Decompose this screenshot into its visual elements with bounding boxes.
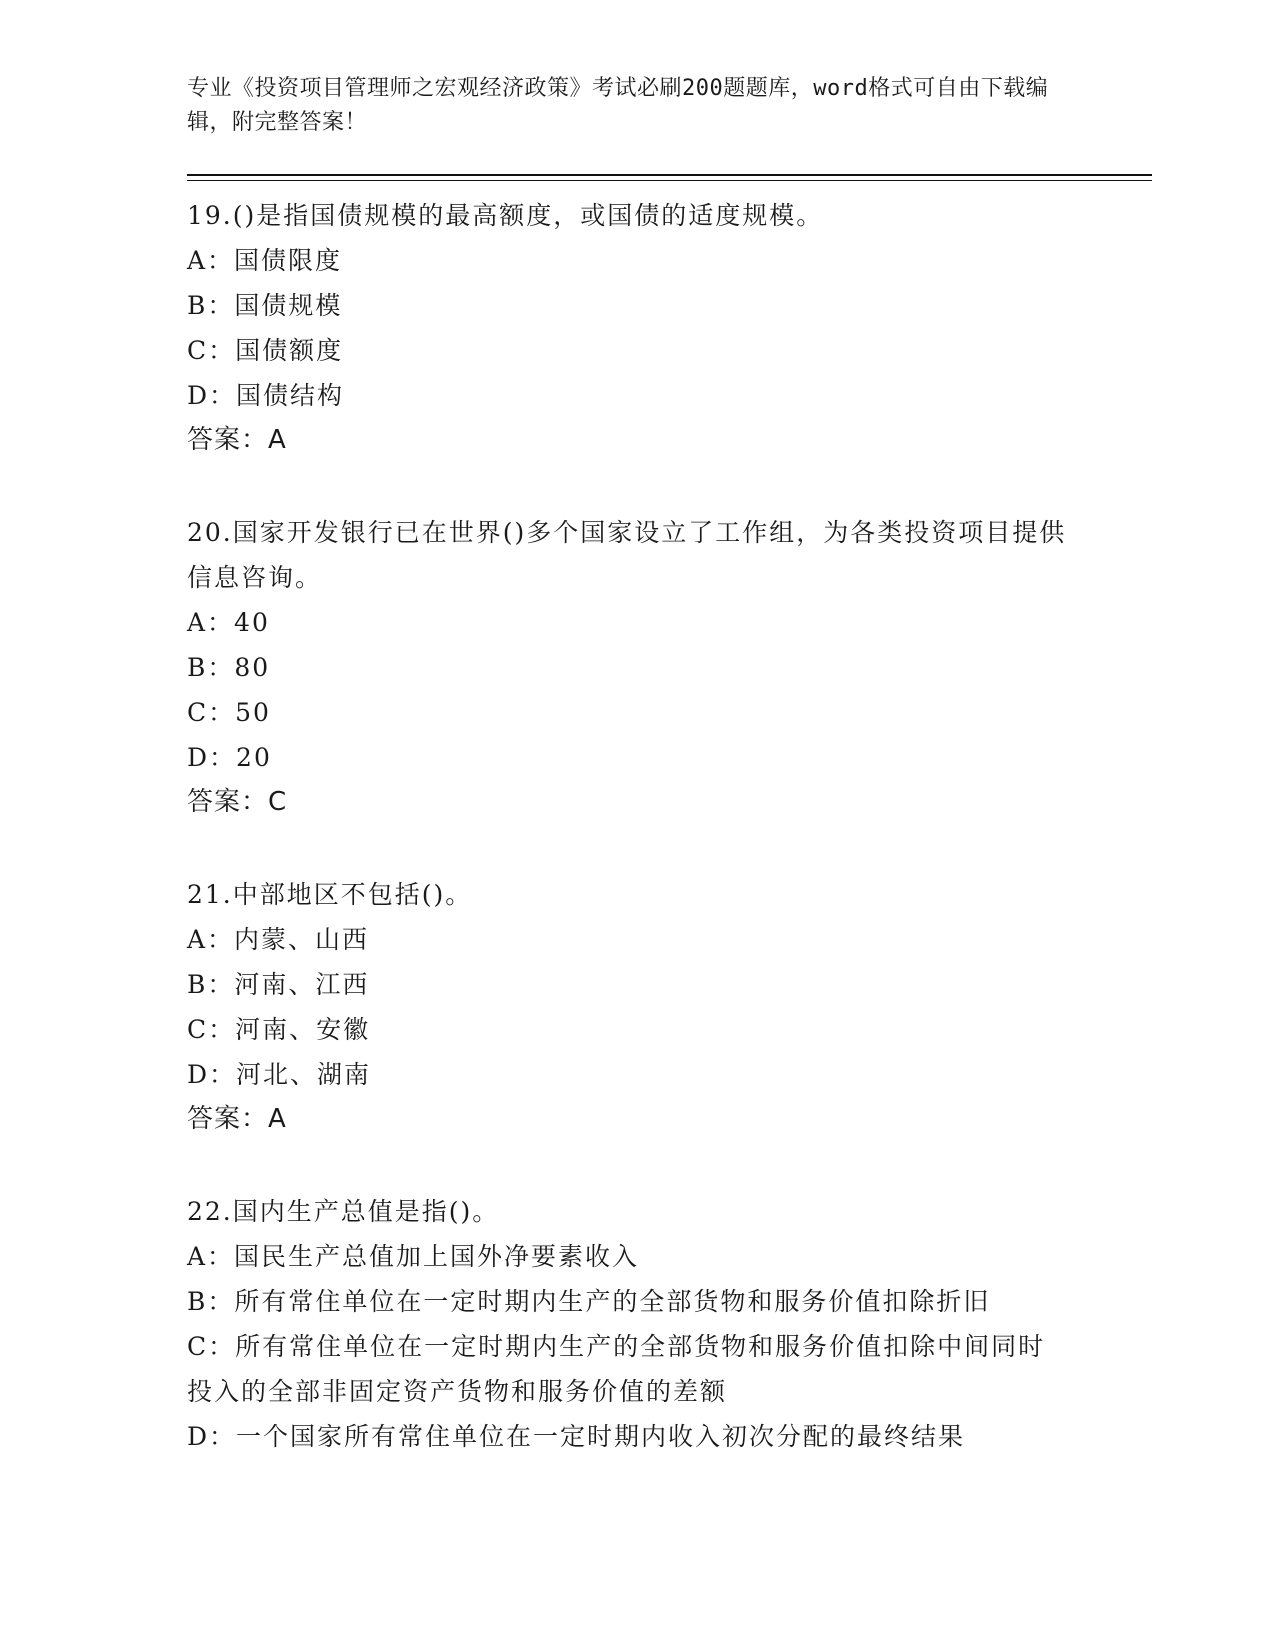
document-header: 专业《投资项目管理师之宏观经济政策》考试必刷200题题库，word格式可自由下载编辑，附完整答案！	[187, 76, 1049, 135]
answer-line	[187, 780, 1152, 825]
option-b: B：所有常住单位在一定时期内生产的全部货物和服务价值扣除折旧	[187, 1287, 991, 1316]
answer-line	[187, 1097, 1152, 1142]
option-b: B：河南、江西	[187, 970, 370, 999]
question-stem: 20.国家开发银行已在世界()多个国家设立了工作组，为各类投资项目提供信息咨询。	[187, 518, 1067, 592]
answer-value: C	[268, 787, 288, 817]
option-a: A：内蒙、山西	[187, 925, 370, 954]
question-22	[187, 1189, 1152, 1459]
document-page	[187, 72, 1152, 1459]
question-stem: 21.中部地区不包括()。	[187, 880, 473, 909]
question-21	[187, 872, 1152, 1142]
question-19	[187, 193, 1152, 463]
answer-label: 答案：	[187, 425, 269, 455]
answer-value: A	[268, 1104, 287, 1134]
question-20	[187, 510, 1152, 825]
question-stem: 19.()是指国债规模的最高额度，或国债的适度规模。	[187, 201, 824, 230]
option-a: A：国民生产总值加上国外净要素收入	[187, 1242, 640, 1271]
header-divider	[187, 174, 1152, 181]
option-b: B：80	[187, 653, 271, 682]
option-a: A：国债限度	[187, 246, 343, 275]
option-d: D：河北、湖南	[187, 1060, 372, 1089]
option-c: C：所有常住单位在一定时期内生产的全部货物和服务价值扣除中间同时投入的全部非固定资产货物和服务价值的差额	[187, 1332, 1046, 1406]
option-b: B：国债规模	[187, 291, 343, 320]
answer-value: A	[268, 425, 287, 455]
question-stem: 22.国内生产总值是指()。	[187, 1197, 500, 1226]
answer-label: 答案：	[187, 1104, 269, 1134]
answer-line	[187, 418, 1152, 463]
option-c: C：50	[187, 698, 271, 727]
option-d: D：一个国家所有常住单位在一定时期内收入初次分配的最终结果	[187, 1422, 966, 1451]
option-c: C：国债额度	[187, 336, 344, 365]
option-a: A：40	[187, 608, 270, 637]
answer-label: 答案：	[187, 787, 269, 817]
option-d: D：国债结构	[187, 381, 345, 410]
option-d: D：20	[187, 743, 272, 772]
option-c: C：河南、安徽	[187, 1015, 371, 1044]
